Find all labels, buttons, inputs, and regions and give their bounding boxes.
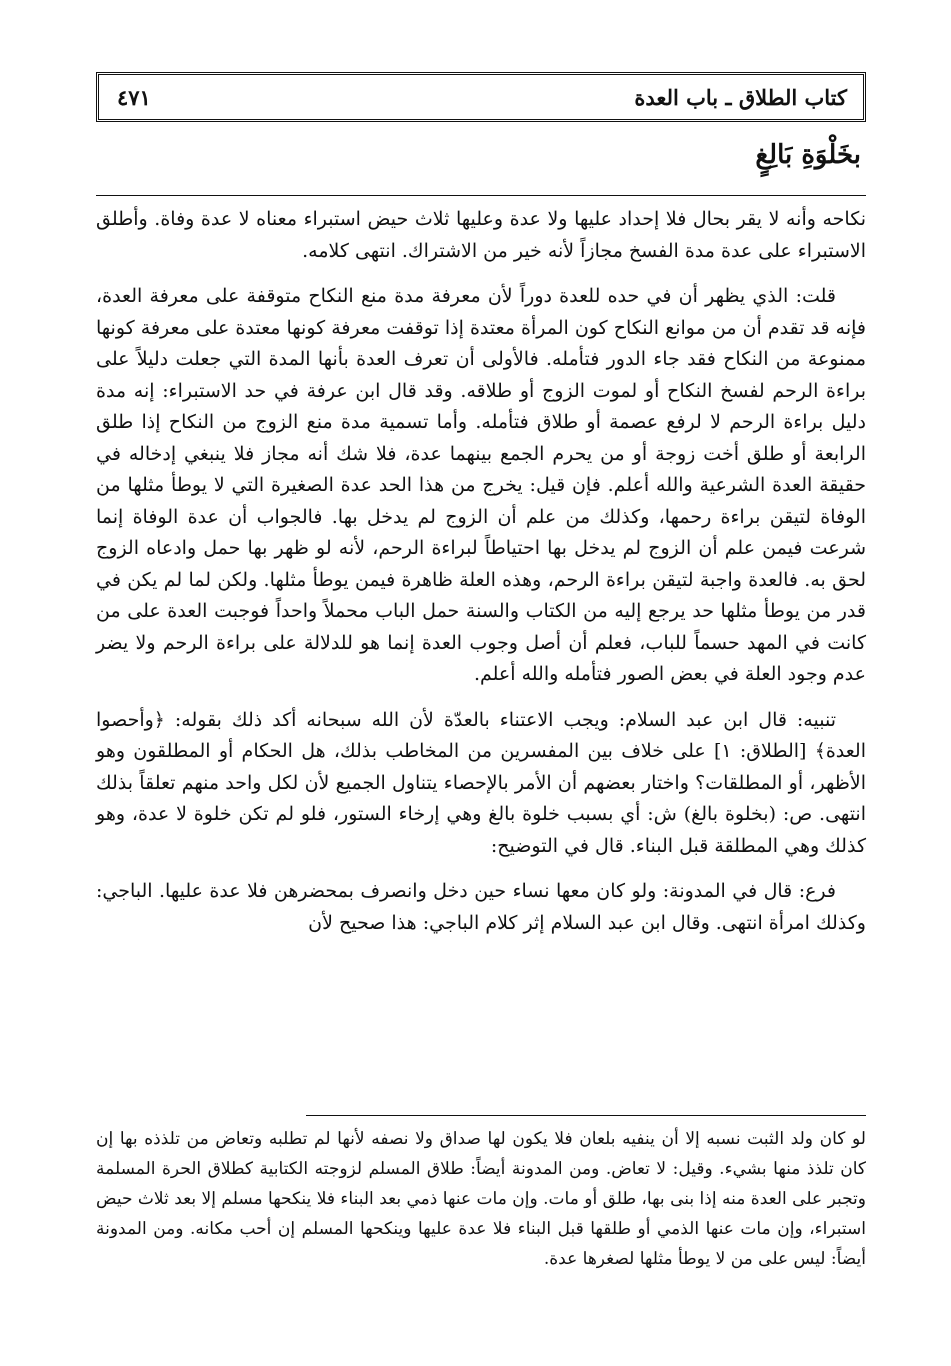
- paragraph-1: نكاحه وأنه لا يقر بحال فلا إحداد عليها ولا عدة وعليها ثلاث حيض استبراء معناه لا عدة وفاة. وأطلق الاستبراء على عدة مدة الفسخ مجازاً لأنه خير من الاشتراك. انتهى كلامه.: [96, 208, 866, 262]
- divider-top: [96, 195, 866, 196]
- chapter-title: كتاب الطلاق ـ باب العدة: [634, 85, 847, 110]
- footnote-text: لو كان ولد الثبت نسبه إلا أن ينفيه بلعان فلا يكون لها صداق ولا نصفه لأنها لم تطلبه وتعاض من تلذذه بها إن كان تلذذ منها بشيء. وقيل: لا تعاض. ومن المدونة أيضاً: طلاق المسلم لزوجته الكتابية كطلاق الحرة المسلمة وتجبر على العدة منه إذا بنى بها، طلق أو مات. وإن مات عنها ذمي بعد البناء فلا ينكحها مسلم إلا بعد ثلاث حيض استبراء، وإن مات عنها الذمي أو طلقها قبل البناء فلا عدة عليها وينكحها المسلم إن أحب مكانه. ومن المدونة أيضاً: ليس على من لا يوطأ مثلها لصغرها عدة.: [96, 1129, 866, 1269]
- paragraph-3: تنبيه: قال ابن عبد السلام: ويجب الاعتناء بالعدّة لأن الله سبحانه أكد ذلك بقوله: ﴿وأحصوا العدة﴾ [الطلاق: ١] على خلاف بين المفسرين من المخاطب بذلك، هل الحكام أو المطلقون وهو الأظهر، أو المطلقات؟ واختار بعضهم أن الأمر بالإحصاء يتناول الجميع لأن لكل واحد منهم تعلقاً بذلك انتهى. ص: (بخلوة بالغ) ش: أي بسبب خلوة بالغ وهي إرخاء الستور، فلو لم تكن خلوة لا عدة، وهو كذلك وهي المطلقة قبل البناء. قال في التوضيح:: [96, 708, 867, 857]
- main-text: [96, 204, 866, 953]
- paragraph-4: فرع: قال في المدونة: ولو كان معها نساء حين دخل وانصرف بمحضرهن فلا عدة عليها. الباجي: وكذلك امرأة انتهى. وقال ابن عبد السلام إثر كلام الباجي: هذا صحيح لأن: [96, 880, 866, 934]
- footnotes: [96, 1124, 866, 1288]
- matn-heading: بخَلْوَةِ بَالِغٍ: [755, 140, 861, 170]
- footnote-divider: [306, 1115, 866, 1116]
- page-header: [96, 72, 866, 122]
- paragraph-2: قلت: الذي يظهر أن في حده للعدة دوراً لأن معرفة مدة منع النكاح متوقفة على معرفة العدة، فإنه قد تقدم أن من موانع النكاح كون المرأة معتدة إذا توقفت معرفة كونها معتدة على معرفة كونها ممنوعة من النكاح فقد جاء الدور فتأمله. فالأولى أن تعرف العدة بأنها المدة التي جعلت دليلاً على براءة الرحم لفسخ النكاح أو لموت الزوج أو طلاقه. وقد قال ابن عرفة في حد الاستبراء: إنه مدة دليل براءة الرحم لا لرفع عصمة أو طلاق فتأمله. وأما تسمية مدة منع الزوج من النكاح إذا طلق الرابعة أو طلق أخت زوجة أو من يحرم الجمع بينهما عدة، فلا شك أنه مجاز فلا ينبغي إدخاله في حقيقة العدة الشرعية والله أعلم. فإن قيل: يخرج من هذا الحد عدة الصغيرة التي لا يوطأ مثلها من الوفاة لتيقن براءة رحمها، وكذلك من علم أن الزوج لم يدخل بها. فالجواب أن عدة الوفاة إنما شرعت فيمن علم أن الزوج لم يدخل بها احتياطاً لبراءة الرحم، لأنه لو ظهر بها حمل وادعاه الزوج لحق به. فالعدة واجبة لتيقن براءة الرحم، وهذه العلة ظاهرة فيمن يوطأ مثلها. ولكن لما لم يكن في قدر من يوطأ مثلها حد يرجع إليه من الكتاب والسنة حمل الباب محملاً واحداً فوجبت العدة على من كانت في المهد حسماً للباب، فعلم أن أصل وجوب العدة إنما هو للدلالة على براءة الرحم ولا يضر عدم وجود العلة في بعض الصور فتأمله والله أعلم.: [96, 285, 866, 685]
- page-number: ٤٧١: [117, 85, 151, 110]
